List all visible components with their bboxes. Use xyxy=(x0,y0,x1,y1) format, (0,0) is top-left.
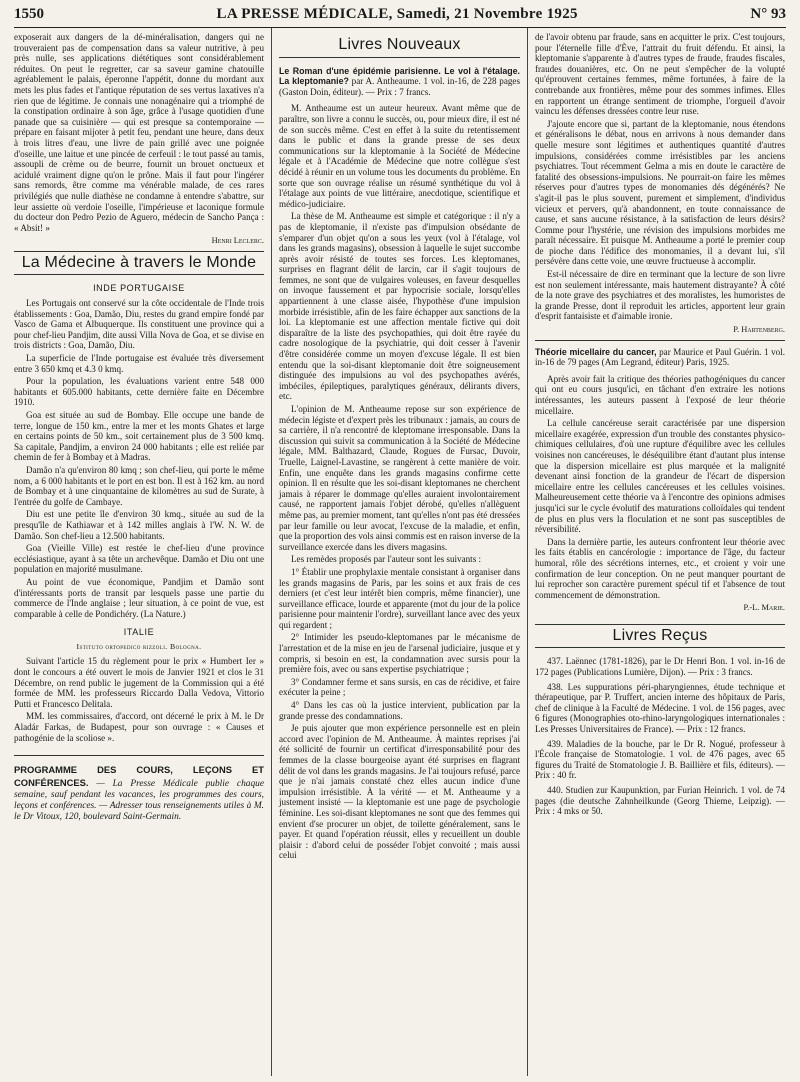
signature-leclerc: Henri Leclerc. xyxy=(211,236,264,246)
paragraph: Goa est située au sud de Bombay. Elle occupe une bande de terre, longue de 150 km., entre la mer et les monts Ghates et large en certains points de 50 km., soit certainement plus de 3 500 kmq. Sa capitale, Pandjim, a environ 24 000 habitants ; elle est reliée par chemin de fer à Bombay et à Madras. xyxy=(14,410,264,463)
programme-body: — La Presse Médicale publie chaque semaine, sauf pendant les vacances, les programmes des cours, leçons et conférences. — Adresser tous renseignements utiles à M. le Dr Vitoux, 120, boulevard Saint-Germain. xyxy=(14,779,265,823)
received-book: 439. Maladies de la bouche, par le Dr R. Nogué, professeur à l'École française de Stomatologie. 1 vol. de 476 pages, avec 65 figures du Traité de Stomatologie J. B. Baillière et fils, éditeurs). — Prix : 40 fr. xyxy=(535,738,785,781)
programme-notice xyxy=(14,755,264,823)
received-book: 440. Studien zur Kaupunktion, par Furian Heinrich. 1 vol. de 74 pages (die deutsche Zahnheilkunde (Georg Thieme, Leipzig). — Prix : 4 mks or 50. xyxy=(535,785,785,817)
section-header-livres-nouveaux xyxy=(279,34,520,58)
paragraph: 1° Établir une prophylaxie mentale consistant à organiser dans les grands magasins de Paris, par les soins et aux frais de ces derniers (et c'est leur intérêt bien compris, même financier), une surveillance efficace, lourde et apparente (mot du jour de la police parisienne pour maintenir l'ordre), surveillant lance avec des yeux qui regardent ; xyxy=(279,566,520,630)
book-title-2: Théorie micellaire du cancer, xyxy=(535,346,657,357)
inde-heading: INDE PORTUGAISE xyxy=(93,283,185,294)
journal-title: LA PRESSE MÉDICALE, Samedi, 21 Novembre 1925 xyxy=(216,6,578,22)
paragraph: MM. les commissaires, d'accord, ont décerné le prix à M. le Dr Aladár Farkas, de Budapest, pour son ouvrage : « Causes et pathogénie de la scoliose ». xyxy=(14,711,264,743)
paragraph: Après avoir fait la critique des théories pathogéniques du cancer qui ont eu cours jusqu'ici, en tâchant d'en extraire les notions intéressantes, les auteurs passent à l'exposé de leur théorie micellaire. xyxy=(535,373,785,416)
section-title-livres-recus: Livres Reçus xyxy=(612,626,708,644)
received-book: 438. Les suppurations péri-pharyngiennes, étude technique et thérapeutique, par P. Truffert, ancien interne des hôpitaux de Paris, chef de clinique à la Faculté de Médecine. 1 vol. de 156 pages, avec 6 figures (Monographies oto-rhino-laryngologiques internationales : Les Presses Universitaires de France). — Prix : 12 francs. xyxy=(535,681,785,735)
paragraph: Goa (Vieille Ville) est restée le chef-lieu d'une province ecclésiastique, ayant à sa tête un archevêque. Damão et Diu ont une population en majorité musulmane. xyxy=(14,543,264,575)
section-title-medecine: La Médecine à travers le Monde xyxy=(21,253,257,271)
section-header-livres-recus xyxy=(535,624,785,649)
paragraph: Damão n'a qu'environ 80 kmq ; son chef-lieu, qui porte le même nom, a 6 000 habitants et le port en est bon. Il est à 162 km. au nord de Bombay et à une cinquantaine de kilomètres au sud de Surate, à l'entrée du golfe de Cambaye. xyxy=(14,464,264,507)
section-title-livres-nouveaux: Livres Nouveaux xyxy=(338,36,461,53)
paragraph: La superficie de l'Inde portugaise est évaluée très diversement entre 3 650 kmq et 4.3 0 kmq. xyxy=(14,353,264,374)
paragraph: 3° Condamner ferme et sans sursis, en cas de récidive, et faire exécuter la peine ; xyxy=(279,676,520,698)
received-book: 437. Laënnec (1781-1826), par le Dr Henri Bon. 1 vol. in-16 de 172 pages (Publications Lumière, Dijon). — Prix : 3 francs. xyxy=(535,656,785,678)
column-middle xyxy=(271,28,528,1076)
issue-number: N° 93 xyxy=(750,6,786,22)
book-title: Le Roman d'une épidémie parisienne. Le vol à l'étalage. La kleptomanie? xyxy=(279,65,520,87)
italie-section xyxy=(14,656,264,743)
inde-section xyxy=(14,298,264,619)
page-number-left: 1550 xyxy=(14,6,44,22)
list-item xyxy=(535,739,785,781)
column-right xyxy=(528,28,785,1076)
paragraph: L'opinion de M. Antheaume repose sur son expérience de médecin légiste et d'expert près les tribunaux : jamais, au cours de sa carrière, il n'a rencontré de kleptomane irresponsable. Dans la discussion qui suivit sa communication à la Société de Médecine légale, MM. Balthazard, Claude, Rogues de Fursac, Duvoir, Truelle, Laignel-Lavastine, se rangèrent à cette manière de voir. Enfin, une enquête dans les grands magasins confirme cette opinion. Il en résulte que les soi-disant kleptomanes ne cherchent jamais à réparer le dommage qu'elles auraient involontairement causé, ne rapportent jamais l'objet dérobé, qu'elles n'allèguent même pas, au premier moment, tant qu'elles n'ont pas été dressées par leur famille ou leur avocat, l'excuse de la maladie, et enfin, que la proportion des vols ainsi commis est en raison inverse de la surveillance exercée dans les divers magasins. xyxy=(279,404,520,552)
book-details: par A. Antheaume. 1 vol. in-16, de 228 pages (Gaston Doin, éditeur). — Prix : 7 francs. xyxy=(279,76,521,97)
paragraph: Les remèdes proposés par l'auteur sont les suivants : xyxy=(291,554,482,565)
paragraph: de l'avoir obtenu par fraude, sans en acquitter le prix. C'est toujours, pour l'éternelle fille d'Ève, l'attrait du fruit défendu. Et ainsi, la kleptomanie s'apparente à d'autres types de fraude, fraudes fiscales, fraudes douanières, etc. On ne peut s'empêcher de la volupté qu'éprouvent certaines femmes, même fortunées, à faire de la contrebande aux frontières, même pour des sommes infimes. Elles en rapportent un étrange sentiment de triomphe, l'orgueil d'avoir vaincu les défenses dressées contre leur ruse. xyxy=(535,32,785,117)
section-header-medecine xyxy=(14,251,264,276)
paragraph: 4° Dans les cas où la justice intervient, publication par la grande presse des condamnations. xyxy=(279,700,520,721)
list-item xyxy=(535,656,785,677)
italie-heading: ITALIE xyxy=(123,627,155,638)
list-item xyxy=(535,785,785,817)
paragraph: Les Portugais ont conservé sur la côte occidentale de l'Inde trois établissements : Goa, Damão, Diu, restes du grand empire fondé par Vasco de Gama et Albuquerque. Ils constituent une province qui a pour chef-lieu Pandjim, dite aussi Villa Nova de Goa, et se divise en trois districts : Goa, Damão, Diu. xyxy=(14,298,264,351)
book-reference xyxy=(279,66,520,98)
paragraph: 2° Intimider les pseudo-kleptomanes par le mécanisme de l'arrestation et de la mise en jeu de l'arsenal judiciaire, jusque et y compris, si besoin en est, la condamnation avec sursis pour la première fois, avec ou sans expertise psychiatrique ; xyxy=(279,632,520,675)
list-item xyxy=(535,682,785,735)
signature-hartenberg: P. Hartenberg. xyxy=(733,325,785,335)
book-reference-2 xyxy=(535,347,785,368)
paragraph: Je puis ajouter que mon expérience personnelle est en plein accord avec l'opinion de M. Antheaume. À maintes reprises j'ai été sollicité de fournir un certificat d'irresponsabilité pour des femmes de la classe bourgeoise ayant été surprises en flagrant délit de vol dans les grands magasins. Je l'ai toujours refusé, parce que je n'ai jamais constaté chez elles aucun indice d'une impulsion irrésistible. À la vérité — et M. Antheaume y a justement insisté — la kleptomanie est une page de psychologie féminine. Les soi-disant kleptomanes ne sont que des femmes qui envient d'se procurer un objet, de toilette généralement, sans le payer. Et quand l'opération réussit, elles y recueillent un double plaisir : d'abord celui de posséder l'objet convoité ; mais aussi celui xyxy=(279,723,520,861)
paragraph: M. Antheaume est un auteur heureux. Avant même que de paraître, son livre a connu le succès, ou, pour mieux dire, il est né de son succès même. C'est en effet à la suite du retentissement dans le public et dans la grande presse de ses deux communications sur la kleptomanie à la Société de Médecine légale et à l'Académie de Médecine que notre collègue s'est décidé à réunir en un volume tous les documents du problème. En sorte que son ouvrage réalise un résumé synthétique du vol à l'étalage aux points de vue littéraire, anecdotique, scientifique et médico-judiciaire. xyxy=(279,103,520,209)
columns xyxy=(14,28,786,1076)
paragraph: Suivant l'article 15 du règlement pour le prix « Humbert Ier » dont le concours a été ouvert le mois de Janvier 1921 et clos le 31 Décembre, on rend public le jugement de la Commission qui a été formée de MM. les professeurs Riccardo Dalla Vedova, Vittorio Putti et Francesco Delitala. xyxy=(14,656,264,709)
divider xyxy=(535,340,785,341)
paragraph: La thèse de M. Antheaume est simple et catégorique : il n'y a pas de kleptomanie, il n'existe pas d'impulsion obsédante de s'emparer d'un objet qu'on a sous les yeux (vol à l'étalage, vol dans les grands magasins), obsession à laquelle le sujet succombe après avoir résisté de toutes ses forces. Les kleptomanes, surprises en flagrant délit de larcin, car il s'agit toujours de femmes, ne sont que de vulgaires voleuses, en faveur desquelles on invoque faussement et par hypocrisie sociale, lorsqu'elles appartiennent à une classe aisée, l'hypothèse d'une impulsion morbide irrésistible, afin de les faire échapper aux sanctions de la loi. La kleptomanie est une affection mentale fictive qui doit disparaître de la liste des psychopathies, qui doit être rayée du cadre nosologique de la psychiatrie, qui doit cesser à l'avenir d'être considérée comme un moyen d'excuse légale. Il est bien entendu que la soi-disant kleptomanie doit être soigneusement distinguée des impulsions au vol des psychopathes avérés, imbéciles, épileptiques, paralytiques généraux, délirants divers, etc. xyxy=(279,211,520,402)
paragraph: J'ajoute encore que si, partant de la kleptomanie, nous étendons et généralisons le débat, nous en arrivons à nous demander dans quelle mesure sont légitimes et authentiques quantité d'autres impulsions, considérées comme irrésistibles par les anciens psychiatres. Tout récemment Gelma a mis en doute le caractère de fatalité des obsessions-impulsions. Ne pourrait-on faire les mêmes réserves pour d'autres types de monomanies dés dégénérés? Ne s'agit-il pas le plus souvent, purement et simplement, d'individus vicieux et pervers, qu'à abandonnent, en toute connaissance de cause, et sans aucune résistance, à la satisfaction de leurs désirs? Comme pour l'hystérie, une révision des impulsions morbides me paraît nécessaire. Et puisque M. Antheaume a porté le premier coup de pioche dans l'édifice des monomanies, il a devant lui, s'il persévère dans cette voie, une œuvre fructueuse à accomplir. xyxy=(535,118,785,267)
page-header xyxy=(14,6,786,28)
paragraph: Dans la dernière partie, les auteurs confrontent leur théorie avec les faits établis en cancérologie : importance de l'âge, du facteur humoral, rôle des sécrétions internes, etc., et croient y voir une confirmation de leur conception. On ne peut manquer pourtant de lui reprocher son caractère purement spécul tif et l'absence de tout commencement de démonstration. xyxy=(535,536,785,600)
paragraph: Au point de vue économique, Pandjim et Damão sont d'intéressants ports de transit par lesquels passe une partie du commerce de l'Inde anglaise ; leur situation, à ce point de vue, est comparable à celle de Pondichéry. (La Nature.) xyxy=(14,576,264,619)
paragraph: Est-il nécessaire de dire en terminant que la lecture de son livre est non seulement intéressante, mais hautement distrayante? À côté de la note grave des psychiatres et des moralistes, les humoristes de la grande Presse, dont il reproduit les articles, apportent leur grain d'esprit fantaisiste et d'aimable ironie. xyxy=(535,269,785,322)
programme-heading: PROGRAMME DES COURS, LEÇONS ET CONFÉRENCES. xyxy=(14,764,264,789)
italie-subheading: Istituto ortopedico rizzoli. Bologna. xyxy=(76,641,202,651)
paragraph: Diu est une petite île d'environ 30 kmq., située au sud de la presqu'île de Kathiawar et à 142 milles anglais à l'W. N. W. de Damão. Son chef-lieu a 12.500 habitants. xyxy=(14,509,264,541)
signature-marie: P.-L. Marie. xyxy=(743,603,785,613)
column-left xyxy=(14,28,271,1076)
article-continuation: exposerait aux dangers de la dé-minéralisation, dangers qui ne trouveraient pas de compensation dans sa valeur nutritive, à peu près nulle, ses applications diététiques sont considérablement réduites. On peut le regretter, car sa saveur gamine chatouille agréablement le palais, éperonne l'appétit, donne du mordant aux mets les plus fades et l'antique réputation de ses vertus laxatives n'a rien que de légitime. Je connais une nonagénaire qui a triomphé de la constipation ordinaire à son âge, grâce à l'usage quotidien d'une panade que sa cuisinière — qui est presque sa contemporaine — prépare en faisant mijoter à petit feu, pendant une heure, dans deux à trois litres d'eau, une livre de pain grillé avec une poignée d'oseille, une laitue et une pincée de cerfeuil : le tout passé au tamis, assoupli de crème ou de beurre, fournit un brouet onctueux et acidulé vraiment digne qu'on le prône. Mais il faut pour l'ingérer sans remords, être comme ma vénérable malade, de ces rares privilégiés que nulle diathèse ne condamne à entendre s'abattre, sur leur assiette où verdoie l'oseille, l'impérieuse et laconique formule du docteur don Pedro Pezio de Aguero, médecin de Sancho Pança : « Absit! » xyxy=(14,32,264,233)
paragraph: La cellule cancéreuse serait caractérisée par une dispersion micellaire exagérée, expression d'un trouble des constantes physico-chimiques cellulaires, d'où une rupture d'équilibre avec les cellules voisines non cancéreuses, le déséquilibre étant d'autant plus intense que la dispersion micellaire est plus marquée et la malignité devenant ainsi fonction de la grandeur de l'écart de dispersion micellaire entre les cellules cancéreuses et les cellules voisines. Malheureusement cette théorie va à l'encontre des opinions admises jusqu'ici sur le cycle évolutif des maturations colloïdales qui tendent de plus en plus vers la floculation et ne sont pas susceptibles de réversibilité. xyxy=(535,418,785,535)
paragraph: Pour la population, les évaluations varient entre 548 000 habitants et 605.000 habitants, cette dernière faite en Décembre 1910. xyxy=(14,376,264,408)
book-details-2: par Maurice et Paul Guérin. 1 vol. in-16 de 79 pages (Am Legrand, éditeur) Paris, 1925. xyxy=(535,346,785,368)
